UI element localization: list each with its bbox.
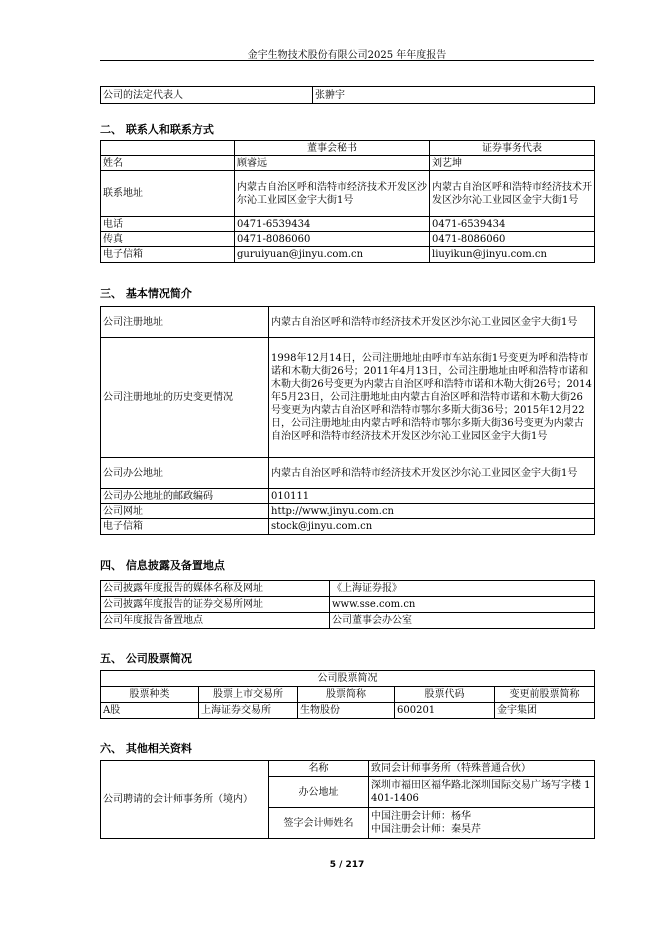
secretary-email: guruiyuan@jinyu.com.cn xyxy=(235,247,430,263)
contacts-table xyxy=(100,140,595,263)
row-label: 电子信箱 xyxy=(101,247,235,263)
legal-rep-label: 公司的法定代表人 xyxy=(101,87,313,104)
row-label: 签字会计师姓名 xyxy=(269,808,369,839)
row-label: 公司办公地址 xyxy=(101,458,269,489)
secretary-fax: 0471-8086060 xyxy=(235,232,430,247)
stock-header: 股票简称 xyxy=(298,687,395,703)
stock-table-title: 公司股票简况 xyxy=(101,671,595,687)
header-divider xyxy=(100,60,594,61)
row-label: 公司注册地址 xyxy=(101,307,269,338)
row-label: 传真 xyxy=(101,232,235,247)
page-header: 金宇生物技术股份有限公司2025 年年度报告 xyxy=(247,50,447,61)
row-label: 公司网址 xyxy=(101,504,269,519)
rep-name: 刘艺坤 xyxy=(430,156,595,171)
secretary-name: 顾睿远 xyxy=(235,156,430,171)
registered-address: 内蒙古自治区呼和浩特市经济技术开发区沙尔沁工业园区金宇大街1号 xyxy=(269,307,595,338)
accounting-firm-label: 公司聘请的会计师事务所（境内） xyxy=(101,761,269,839)
accounting-firm-name: 致同会计师事务所（特殊普通合伙） xyxy=(369,761,595,777)
rep-address: 内蒙古自治区呼和浩特市经济技术开发区沙尔沁工业园区金宇大街1号 xyxy=(430,171,595,217)
company-website: http://www.jinyu.com.cn xyxy=(269,504,595,519)
exchange-website: www.sse.com.cn xyxy=(330,597,595,613)
stock-header: 股票代码 xyxy=(395,687,495,703)
row-label: 名称 xyxy=(269,761,369,777)
accounting-firm-address: 深圳市福田区福华路北深圳国际交易广场写字楼 1401-1406 xyxy=(369,777,595,808)
other-info-table xyxy=(100,760,595,839)
row-label: 办公地址 xyxy=(269,777,369,808)
disclosure-table xyxy=(100,580,595,629)
stock-header: 股票种类 xyxy=(101,687,199,703)
section-3-title: 三、 基本情况简介 xyxy=(100,287,192,300)
accountant-1: 中国注册会计师：杨华 xyxy=(371,811,471,822)
rep-email: liuyikun@jinyu.com.cn xyxy=(430,247,595,263)
stock-table xyxy=(100,670,595,719)
stock-header: 股票上市交易所 xyxy=(199,687,298,703)
signing-accountants xyxy=(369,808,595,839)
stock-header: 变更前股票简称 xyxy=(495,687,595,703)
row-label: 公司办公地址的邮政编码 xyxy=(101,489,269,504)
page-number: 5 / 217 xyxy=(329,860,365,870)
row-label: 公司注册地址的历史变更情况 xyxy=(101,338,269,458)
accountant-2: 中国注册会计师：秦昊芹 xyxy=(371,824,481,835)
stock-type: A股 xyxy=(101,703,199,719)
section-5-title: 五、 公司股票简况 xyxy=(100,652,192,665)
postal-code: 010111 xyxy=(269,489,595,504)
address-history: 1998年12月14日，公司注册地址由呼市车站东街1号变更为呼和浩特市诺和木勒大街26号；2011年4月13日，公司注册地址由呼和浩特市诺和木勒大街26号变更为内蒙古自治区呼和浩特市诺和木勒大街26号；2014年5月23日，公司注册地址由内蒙古自治区呼和浩特市诺和木勒大街26号变更为内蒙古自治区呼和浩特市鄂尔多斯大街36号；2015年12月22日，公司注册地址由内蒙古呼和浩特市鄂尔多斯大街36号变更为内蒙古自治区呼和浩特市经济技术开发区沙尔沁工业园区金宇大街1号 xyxy=(269,338,595,458)
stock-exchange: 上海证券交易所 xyxy=(199,703,298,719)
basic-info-table xyxy=(100,306,595,535)
stock-former-name: 金宇集团 xyxy=(495,703,595,719)
report-location: 公司董事会办公室 xyxy=(330,613,595,629)
legal-rep-table xyxy=(100,86,595,104)
office-address: 内蒙古自治区呼和浩特市经济技术开发区沙尔沁工业园区金宇大街1号 xyxy=(269,458,595,489)
secretary-address: 内蒙古自治区呼和浩特市经济技术开发区沙尔沁工业园区金宇大街1号 xyxy=(235,171,430,217)
section-6-title: 六、 其他相关资料 xyxy=(100,742,192,755)
row-label: 公司披露年度报告的媒体名称及网址 xyxy=(101,581,330,597)
secretary-phone: 0471-6539434 xyxy=(235,217,430,232)
row-label: 联系地址 xyxy=(101,171,235,217)
section-4-title: 四、 信息披露及备置地点 xyxy=(100,559,225,572)
section-2-title: 二、 联系人和联系方式 xyxy=(100,123,214,136)
legal-rep-value: 张翀宇 xyxy=(313,87,595,104)
col-header-secretary: 董事会秘书 xyxy=(235,141,430,156)
row-label: 电话 xyxy=(101,217,235,232)
stock-code: 600201 xyxy=(395,703,495,719)
row-label: 公司披露年度报告的证券交易所网址 xyxy=(101,597,330,613)
rep-phone: 0471-6539434 xyxy=(430,217,595,232)
stock-short-name: 生物股份 xyxy=(298,703,395,719)
row-label: 电子信箱 xyxy=(101,519,269,535)
disclosure-media: 《上海证券报》 xyxy=(330,581,595,597)
col-header-securities-rep: 证券事务代表 xyxy=(430,141,595,156)
row-label: 公司年度报告备置地点 xyxy=(101,613,330,629)
row-label: 姓名 xyxy=(101,156,235,171)
company-email: stock@jinyu.com.cn xyxy=(269,519,595,535)
rep-fax: 0471-8086060 xyxy=(430,232,595,247)
